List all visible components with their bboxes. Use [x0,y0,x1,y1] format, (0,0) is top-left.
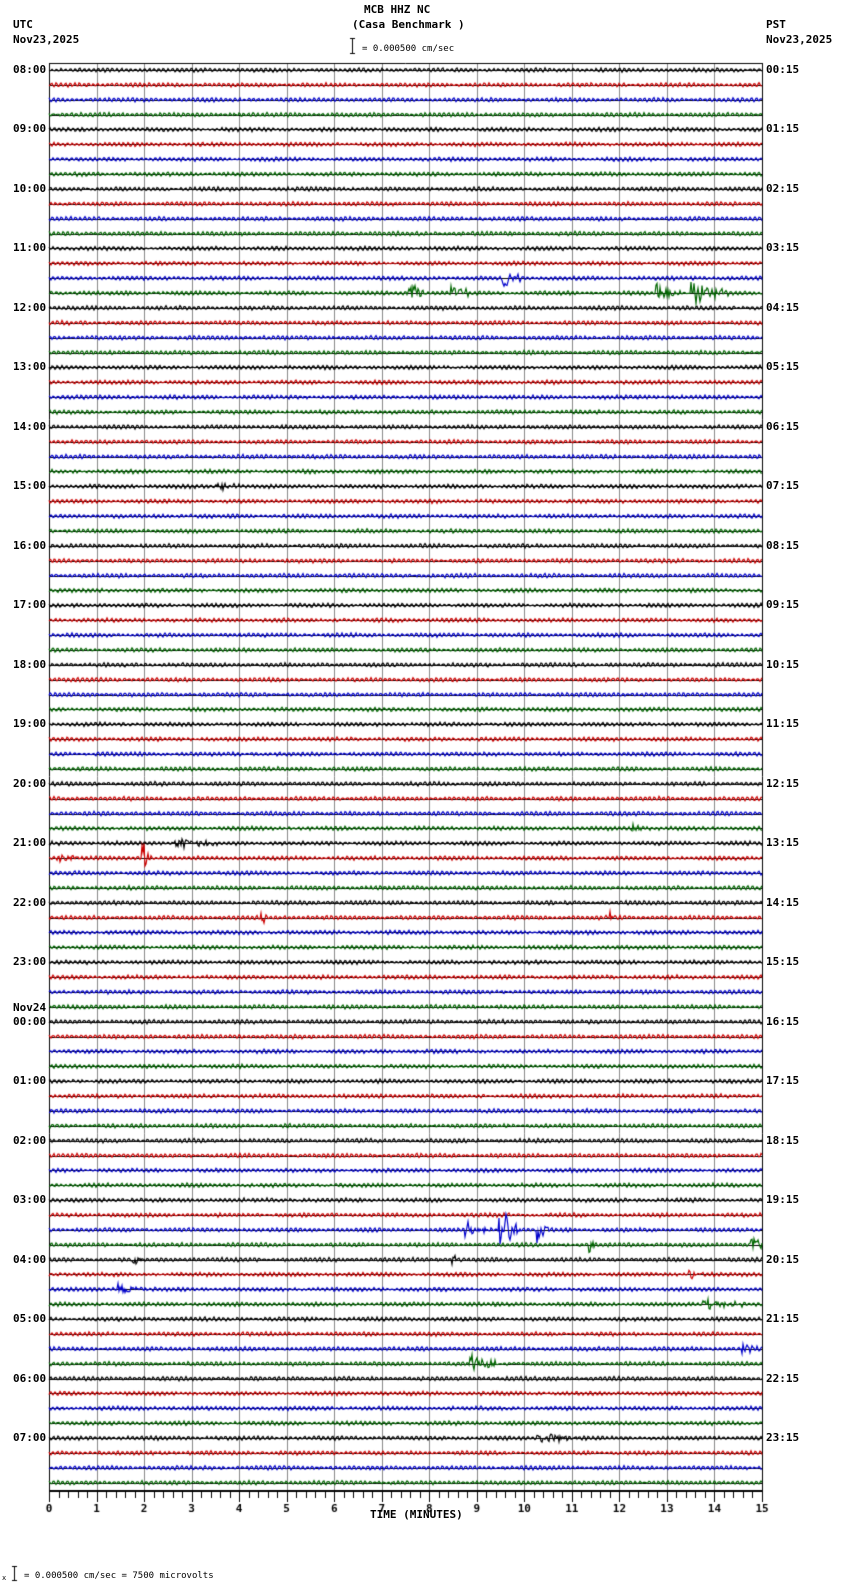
pst-time-label: 02:15 [766,181,800,195]
pst-time-label: 09:15 [766,598,800,612]
pst-time-label: 21:15 [766,1312,800,1326]
pst-time-label: 15:15 [766,955,800,969]
right-date: Nov23,2025 [766,33,833,46]
scale-note: = 0.000500 cm/sec = 7500 microvolts [24,1571,214,1581]
utc-time-label: 20:00 [13,776,47,790]
utc-time-label: 04:00 [13,1252,47,1266]
pst-time-label: 04:15 [766,300,800,314]
pst-time-label: 18:15 [766,1133,800,1147]
utc-time-label: 22:00 [13,895,47,909]
pst-time-label: 19:15 [766,1193,800,1207]
pst-time-label: 01:15 [766,122,800,136]
pst-time-label: 20:15 [766,1252,800,1266]
pst-time-label: 05:15 [766,360,800,374]
utc-time-label: 12:00 [13,300,47,314]
pst-time-label: 00:15 [766,63,800,76]
utc-time-label: 21:00 [13,836,47,850]
utc-time-label: 08:00 [13,63,47,76]
utc-time-label: 07:00 [13,1431,47,1445]
pst-time-label: 22:15 [766,1371,800,1385]
pst-time-label: 17:15 [766,1074,800,1088]
utc-time-label: 05:00 [13,1312,47,1326]
utc-time-label: 03:00 [13,1193,47,1207]
scale-text: = 0.000500 cm/sec [362,44,455,54]
pst-time-label: 12:15 [766,776,800,790]
utc-time-label: 09:00 [13,122,47,136]
pst-time-label: 03:15 [766,241,800,255]
utc-time-label: 19:00 [13,717,47,731]
station-title: MCB HHZ NC [364,3,431,16]
utc-time-label: 16:00 [13,538,47,552]
pst-time-label: 13:15 [766,836,800,850]
utc-time-label: 14:00 [13,419,47,433]
utc-time-label: 00:00 [13,1014,47,1028]
pst-time-label: 14:15 [766,895,800,909]
utc-time-label: 15:00 [13,479,47,493]
pst-time-label: 08:15 [766,538,800,552]
utc-time-label: 23:00 [13,955,47,969]
utc-date-label: Nov24 [13,1000,47,1014]
utc-time-label: 17:00 [13,598,47,612]
utc-time-label: 10:00 [13,181,47,195]
scale-prefix: x [2,1574,7,1582]
utc-time-label: 18:00 [13,657,47,671]
utc-time-label: 01:00 [13,1074,47,1088]
pst-time-label: 10:15 [766,657,800,671]
pst-time-label: 06:15 [766,419,800,433]
pst-time-label: 11:15 [766,717,800,731]
pst-time-label: 23:15 [766,1431,800,1445]
right-timezone: PST [766,18,786,31]
utc-time-label: 06:00 [13,1371,47,1385]
utc-time-label: 02:00 [13,1133,47,1147]
left-date: Nov23,2025 [13,33,80,46]
left-timezone: UTC [13,18,33,31]
station-subtitle: (Casa Benchmark ) [352,18,465,31]
x-axis-label: TIME (MINUTES) [370,1508,463,1521]
utc-time-label: 11:00 [13,241,47,255]
pst-time-label: 07:15 [766,479,800,493]
utc-time-label: 13:00 [13,360,47,374]
pst-time-label: 16:15 [766,1014,800,1028]
